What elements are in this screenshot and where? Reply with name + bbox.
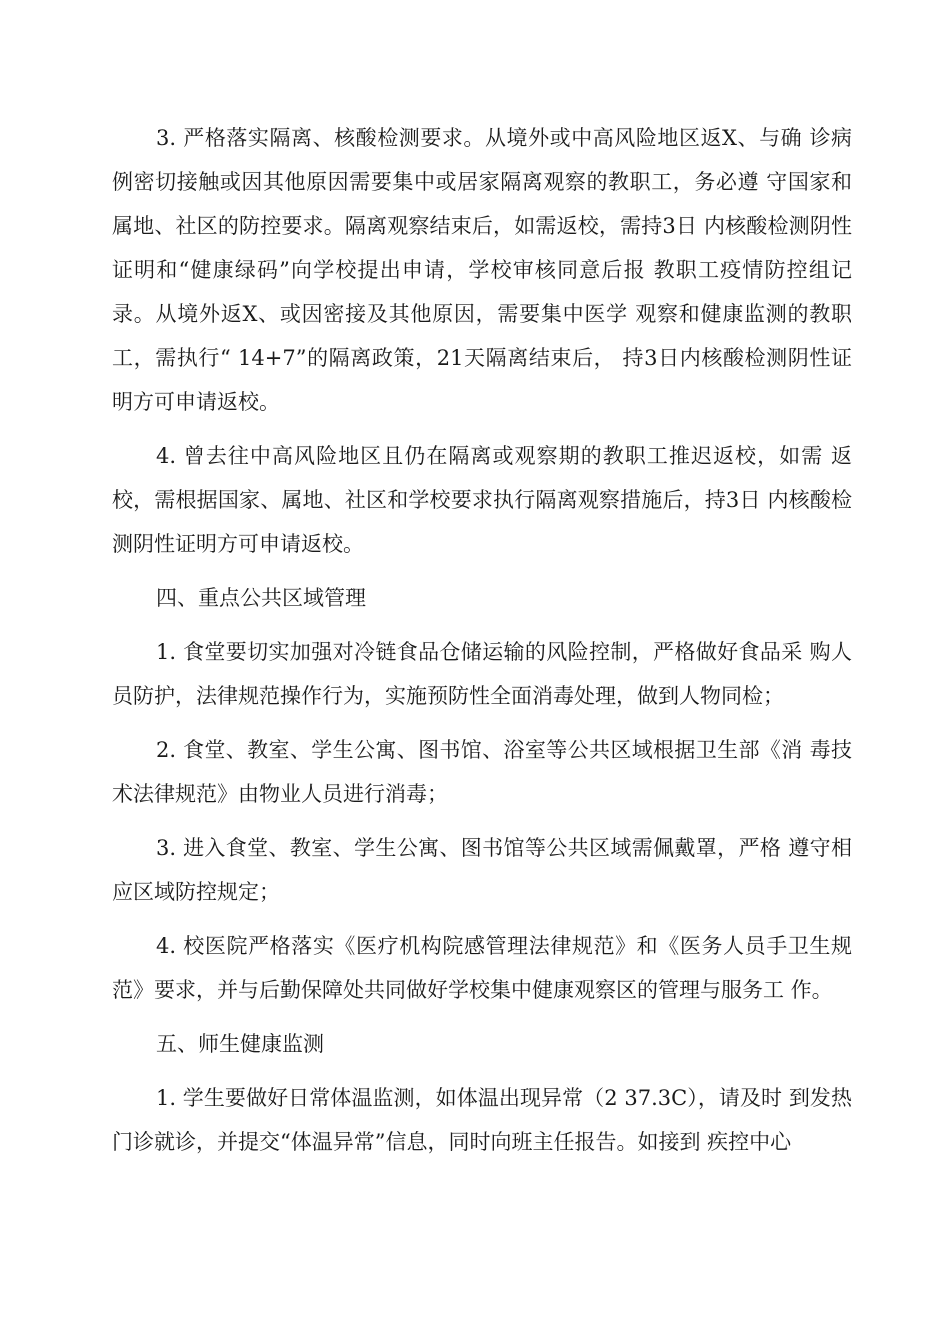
paragraph-masks: 3. 进入食堂、教室、学生公寓、图书馆等公共区域需佩戴罩，严格 遵守相应区域防控规定； bbox=[112, 836, 852, 904]
paragraph-disinfection: 2. 食堂、教室、学生公寓、图书馆、浴室等公共区域根据卫生部《消 毒技术法律规范》由物业人员进行消毒； bbox=[112, 738, 852, 806]
paragraph-canteen: 1. 食堂要切实加强对冷链食品仓储运输的风险控制，严格做好食品采 购人员防护，法律规范操作行为，实施预防性全面消毒处理，做到人物同检； bbox=[112, 640, 852, 708]
section-heading-public-areas: 四、重点公共区域管理 bbox=[156, 586, 366, 610]
paragraph-hospital: 4. 校医院严格落实《医疗机构院感管理法律规范》和《医务人员手卫生规范》要求，并与后勤保障处共同做好学校集中健康观察区的管理与服务工 作。 bbox=[112, 934, 852, 1002]
section-heading-health-monitoring: 五、师生健康监测 bbox=[156, 1032, 324, 1056]
document-body bbox=[112, 116, 852, 1174]
paragraph-temperature-monitoring: 1. 学生要做好日常体温监测，如体温出现异常（2 37.3C），请及时 到发热门诊就诊，并提交“体温异常”信息，同时向班主任报告。如接到 疾控中心 bbox=[112, 1086, 852, 1154]
paragraph-isolation-testing: 3. 严格落实隔离、核酸检测要求。从境外或中高风险地区返X、与确 诊病例密切接触或因其他原因需要集中或居家隔离观察的教职工，务必遵 守国家和属地、社区的防控要求。隔离观察结束后，如需返校，需持3日 内核酸检测阴性证明和“健康绿码”向学校提出申请，学校审核同意后报 教职工疫情防控组记录。从境外返X、或因密接及其他原因，需要集中医学 观察和健康监测的教职工，需执行“ 14+7”的隔离政策，21天隔离结束后， 持3日内核酸检测阴性证明方可申请返校。 bbox=[112, 126, 852, 414]
paragraph-delayed-return: 4. 曾去往中高风险地区且仍在隔离或观察期的教职工推迟返校，如需 返校，需根据国家、属地、社区和学校要求执行隔离观察措施后，持3日 内核酸检测阴性证明方可申请返校。 bbox=[112, 444, 852, 556]
